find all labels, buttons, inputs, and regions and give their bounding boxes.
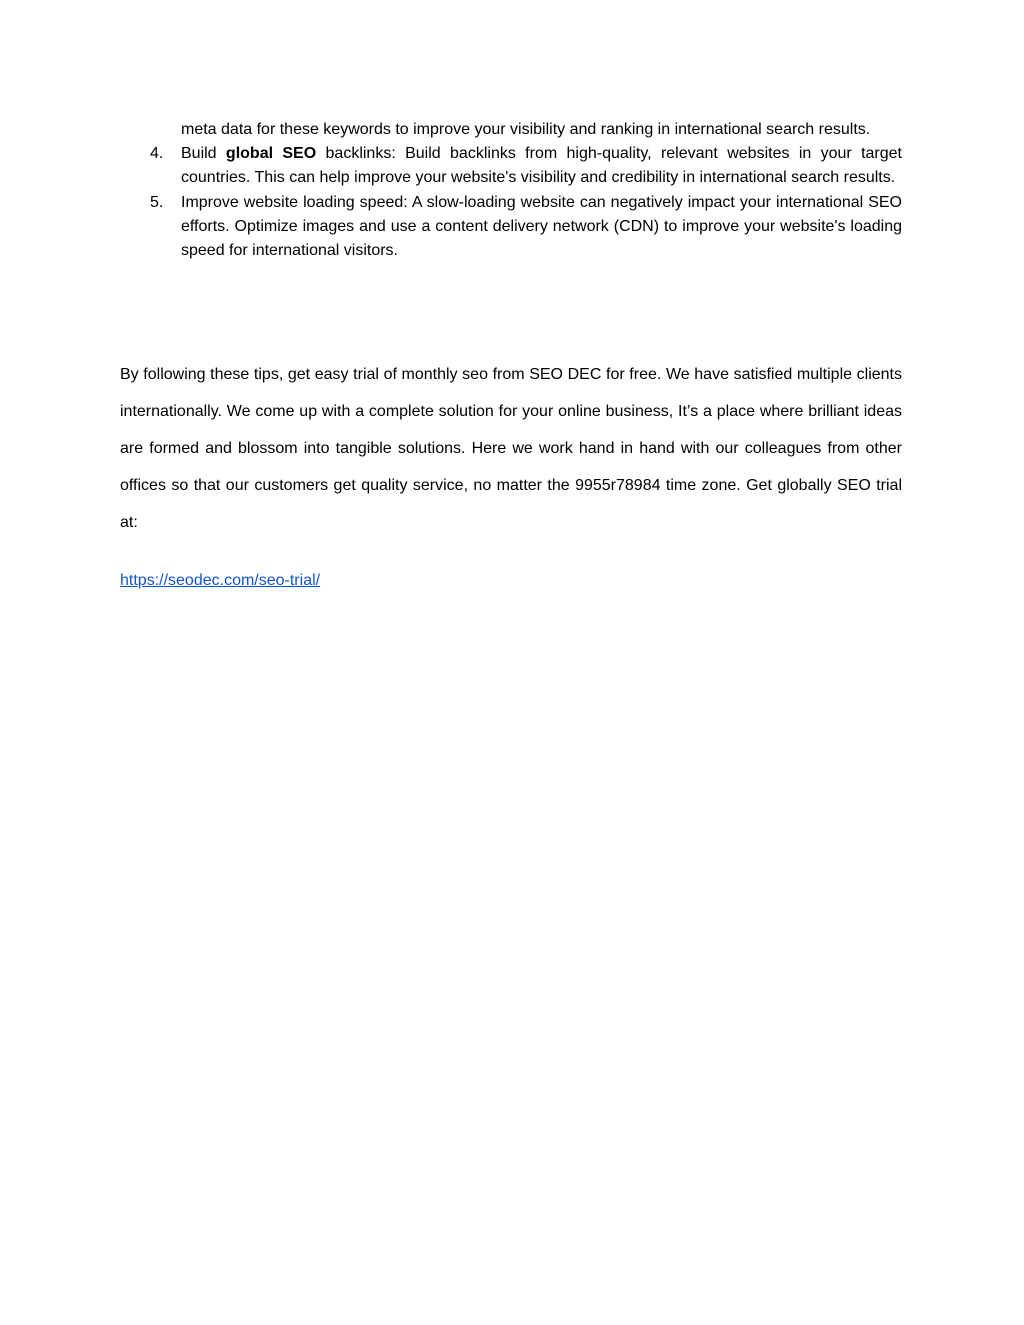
list-item-text: meta data for these keywords to improve your visibility and ranking in international search results. [181, 121, 871, 138]
list-item [120, 142, 902, 190]
list-item-continuation [120, 118, 902, 142]
list-item-text [181, 142, 902, 190]
list-item [120, 191, 902, 264]
list-item-rest: backlinks: Build backlinks from high-quality, relevant websites in your target countries. This can help improve your website's visibility and credibility in international search results. [181, 145, 902, 187]
list-item-lead: Build [181, 145, 226, 163]
link-container [120, 569, 320, 593]
body-paragraph: By following these tips, get easy trial of monthly seo from SEO DEC for free. We have satisfied multiple clients internationally. We come up with a complete solution for your online business, It’s a place where brilliant ideas are formed and blossom into tangible solutions. Here we work hand in hand with our colleagues from other offices so that our customers get quality service, no matter the 9955r78984 time zone. Get globally SEO trial at: [120, 366, 902, 531]
list-item-text: Improve website loading speed: A slow-loading website can negatively impact your international SEO efforts. Optimize images and use a content delivery network (CDN) to improve your website's loading speed for international visitors. [181, 193, 902, 260]
list-item-number: 5. [150, 193, 164, 211]
bold-phrase: global SEO [225, 145, 317, 163]
numbered-list [120, 118, 902, 263]
seo-trial-link[interactable]: https://seodec.com/seo-trial/ [120, 572, 321, 589]
list-item-number: 4. [150, 145, 164, 163]
